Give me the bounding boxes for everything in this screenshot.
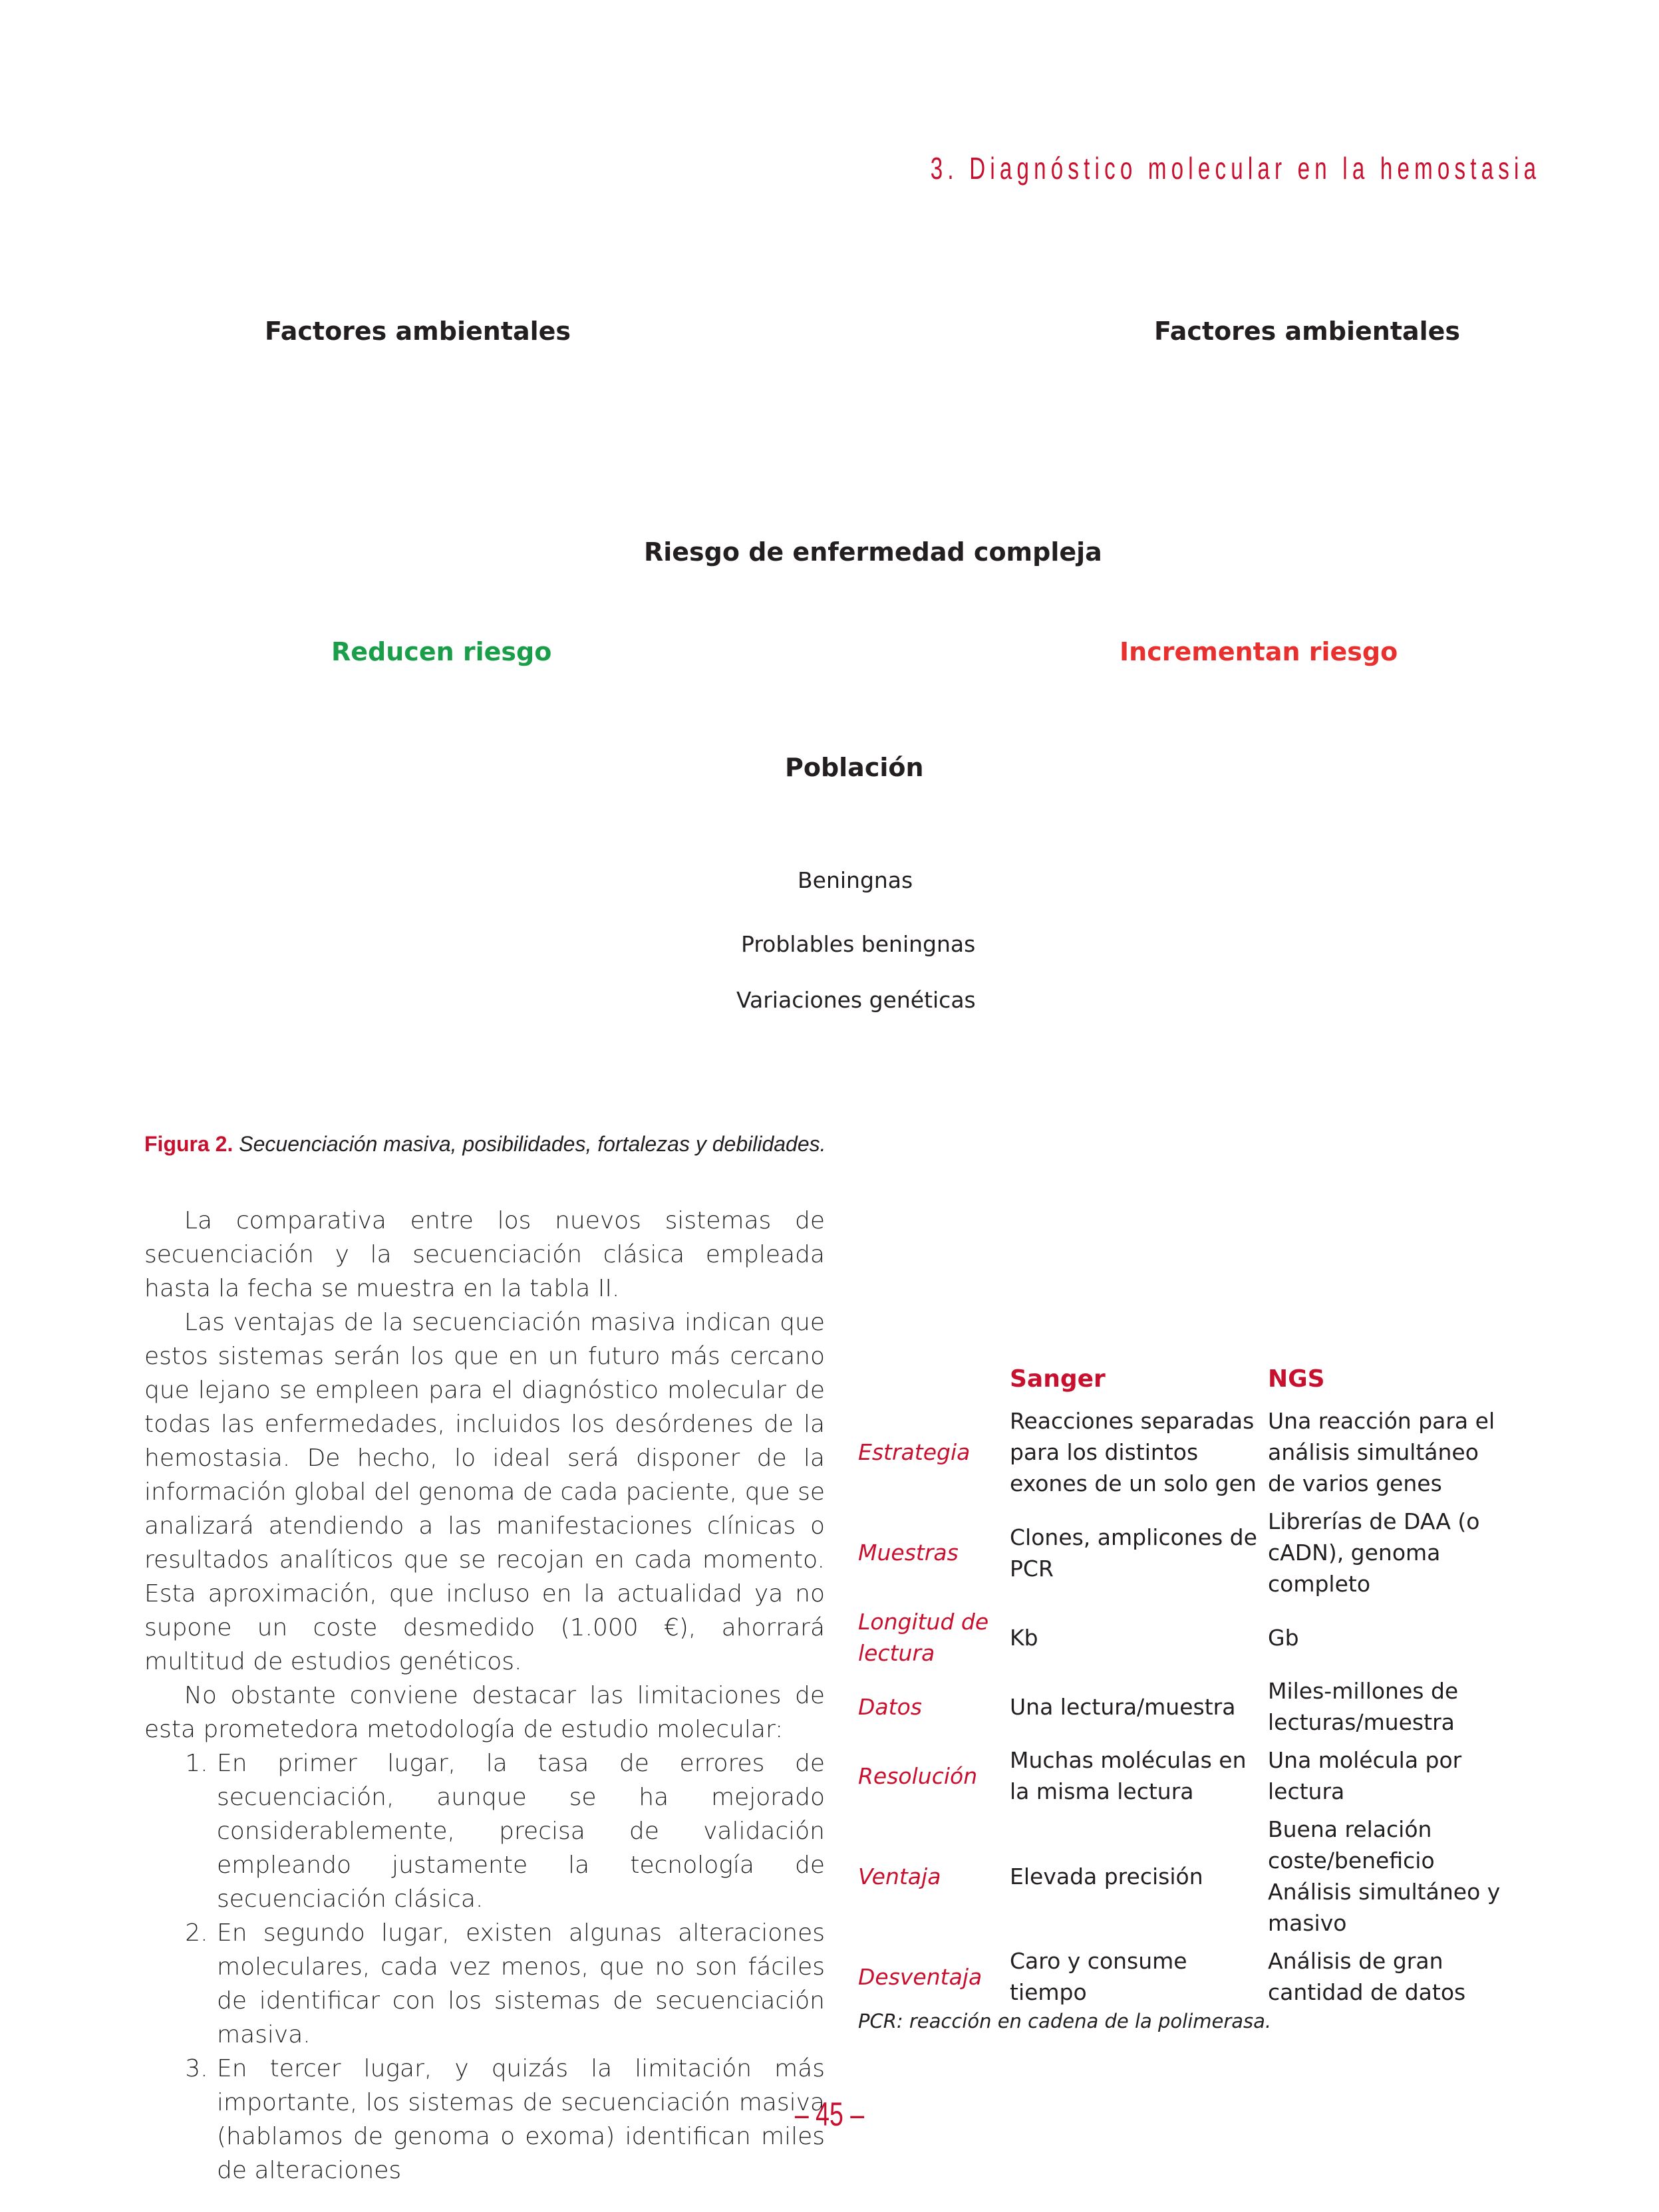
list-item: 3. En tercer lugar, y quizás la limitación más importante, los sistemas de secuenciación masiva (hablamos de genoma o exoma) identifican miles de alteraciones [216,2052,825,2187]
table-header-row [858,1363,1507,1403]
row-header: Resolución [858,1762,978,1789]
sanger-cell: Elevada precisión [1010,1863,1203,1889]
comparison-table [858,1363,1507,2012]
list-item: 2. En segundo lugar, existen algunas alteraciones moleculares, cada vez menos, que no son fáciles de identificar con los sistemas de secuenciación masiva. [216,1916,825,2052]
sanger-cell: Kb [1010,1624,1038,1651]
row-header: Longitud de lectura [858,1609,989,1666]
row-header: Datos [858,1693,922,1720]
caption-text: Secuenciación masiva, posibilidades, fortalezas y debilidades. [239,1132,826,1156]
env-factors-right-label: Factores ambientales [1154,317,1461,346]
page-number: – 45 – [794,2096,865,2133]
sanger-cell: Caro y consume tiempo [1010,1948,1187,2005]
table-row [858,1943,1507,2012]
reduce-risk-label: Reducen riesgo [331,637,552,666]
table-header-ngs: NGS [1268,1365,1325,1393]
row-header: Desventaja [858,1963,982,1990]
table-row [858,1742,1507,1811]
list-item: 1. En primer lugar, la tasa de errores de secuenciación, aunque se ha mejorado considerablemente, precisa de validación empleando justamente la tecnología de secuenciación clásica. [216,1746,825,1916]
body-text [144,1204,825,2187]
ngs-cell: Una reacción para el análisis simultáneo de varios genes [1268,1408,1495,1496]
paragraph: Las ventajas de la secuenciación masiva indican que estos sistemas serán los que en un futuro más cercano que lejano se empleen para el diagnóstico molecular de todas las enfermedades, incluidos los desórdenes de la hemostasia. De hecho, lo ideal será disponer de la información global del genoma de cada paciente, que se analizará atendiendo a las manifestaciones clínicas o resultados analíticos que se recojan en cada momento. Esta aproximación, que incluso en la actualidad ya no supone un coste desmedido (1.000 €), ahorrará multitud de estudios genéticos. [144,1309,825,1675]
ngs-cell: Miles-millones de lecturas/muestra [1268,1678,1459,1735]
table-row [858,1603,1507,1673]
table-header-empty [858,1363,1010,1403]
ngs-cell: Gb [1268,1624,1299,1651]
row-header: Estrategia [858,1439,971,1465]
chapter-title: 3. Diagnóstico molecular en la hemostasia [930,151,1541,186]
ngs-cell: Librerías de DAA (o cADN), genoma completo [1268,1508,1480,1597]
sanger-cell: Una lectura/muestra [1010,1693,1236,1720]
population-label: Población [785,753,924,782]
table-row [858,1403,1507,1503]
table-row [858,1811,1507,1943]
table-header-sanger: Sanger [1010,1365,1106,1393]
sanger-cell: Clones, amplicones de PCR [1010,1524,1257,1582]
figure-caption [144,1132,826,1157]
ngs-cell: Buena relación coste/beneficio Análisis simultáneo y masivo [1268,1816,1501,1936]
row-header: Ventaja [858,1863,941,1889]
paragraph: La comparativa entre los nuevos sistemas de secuenciación y la secuenciación clásica empleada hasta la fecha se muestra en la tabla II. [144,1207,825,1302]
table-note: PCR: reacción en cadena de la polimerasa. [858,2010,1272,2032]
row-header: Muestras [858,1540,959,1566]
increase-risk-label: Incrementan riesgo [1120,637,1398,666]
ngs-cell: Una molécula por lectura [1268,1747,1462,1804]
ngs-cell: Análisis de gran cantidad de datos [1268,1948,1466,2005]
caption-label: Figura 2. [144,1132,233,1156]
probably-benign-label: Problables beningnas [741,931,976,957]
table-row [858,1503,1507,1603]
complex-disease-risk-label: Riesgo de enfermedad compleja [644,537,1102,567]
env-factors-left-label: Factores ambientales [265,317,571,346]
paragraph: No obstante conviene destacar las limitaciones de esta prometedora metodología de estudio molecular: [144,1682,825,1743]
benign-label: Beningnas [798,867,913,893]
table-row [858,1673,1507,1742]
genetic-variations-label: Variaciones genéticas [736,987,976,1013]
sanger-cell: Muchas moléculas en la misma lectura [1010,1747,1247,1804]
sanger-cell: Reacciones separadas para los distintos exones de un solo gen [1010,1408,1257,1496]
